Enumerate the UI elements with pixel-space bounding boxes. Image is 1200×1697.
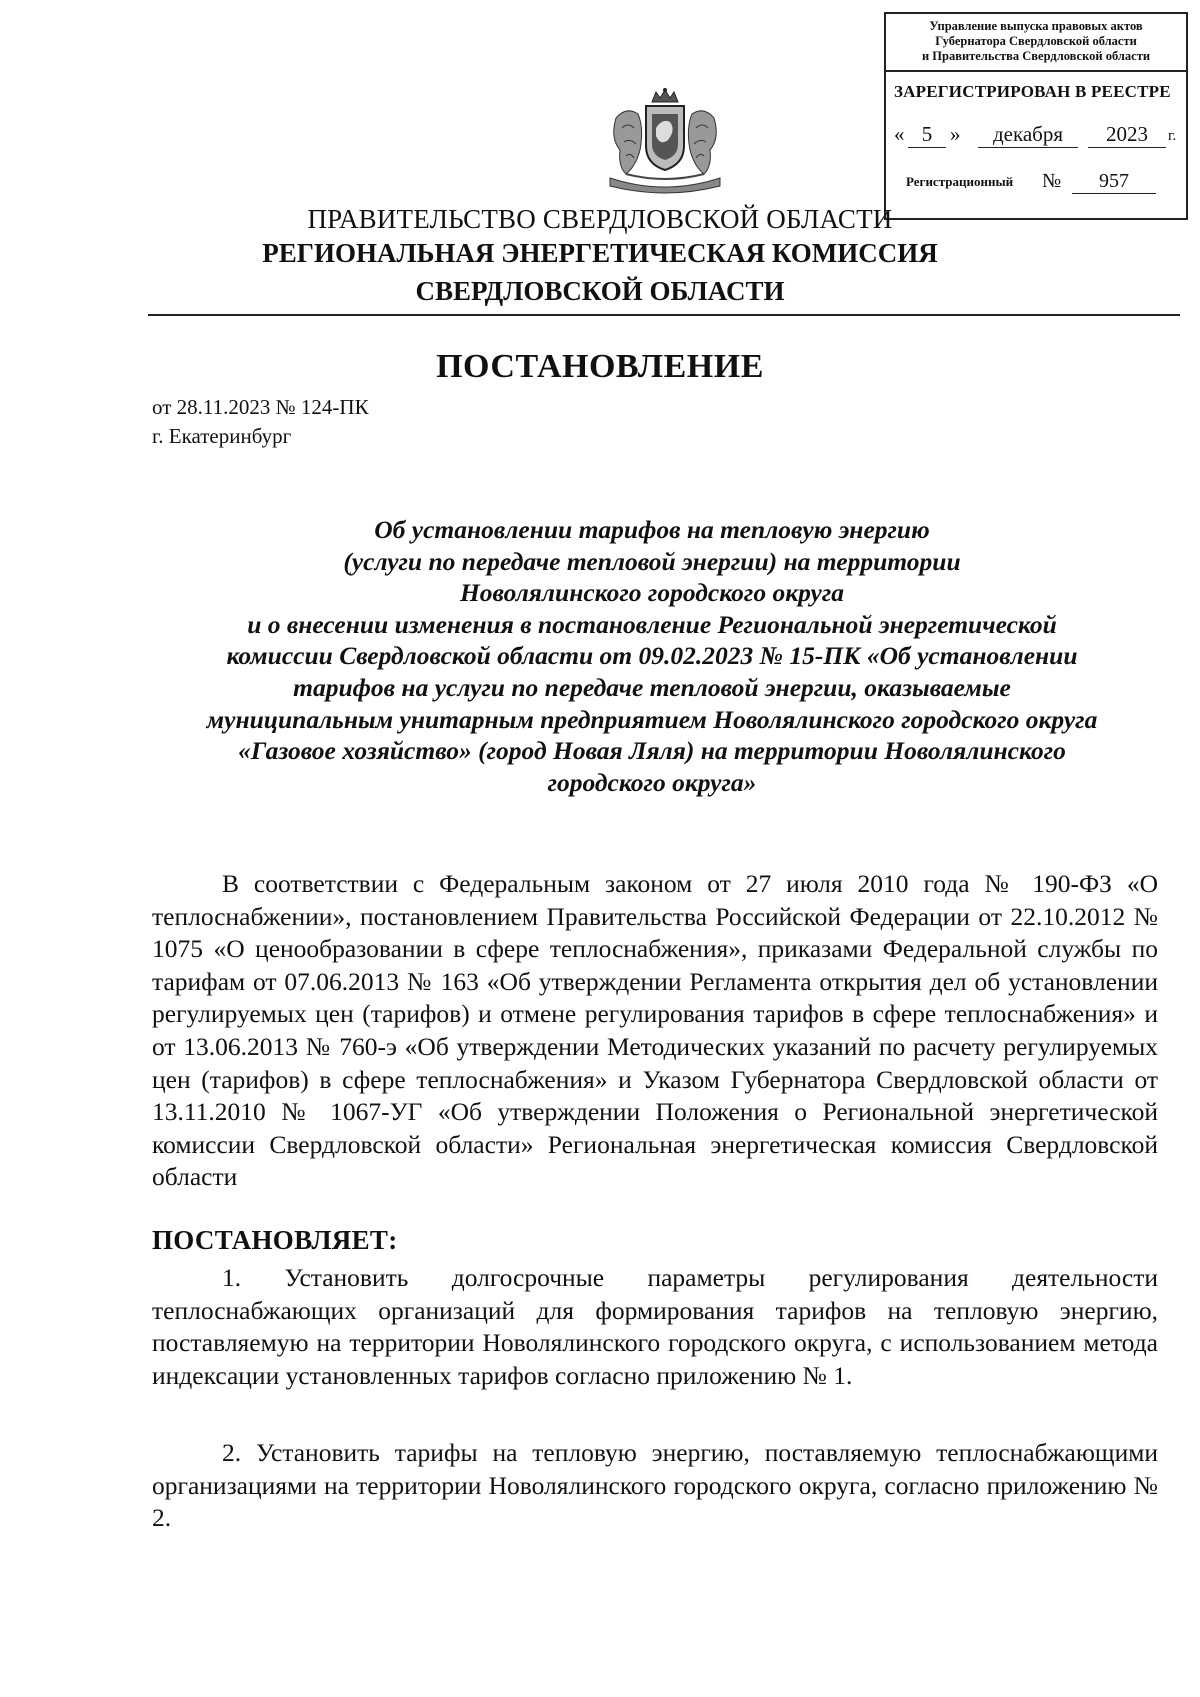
decree-word: ПОСТАНОВЛЯЕТ:: [152, 1225, 398, 1255]
header-divider: [148, 314, 1180, 316]
org-region: СВЕРДЛОВСКОЙ ОБЛАСТИ: [415, 276, 785, 306]
registry-stamp: [884, 12, 1188, 220]
subject-line: комиссии Свердловской области от 09.02.2023 № 15-ПК «Об установлении: [226, 641, 1078, 671]
subject-line: городского округа»: [547, 767, 757, 797]
stamp-quote-close: »: [950, 122, 961, 146]
stamp-quote-open: «: [894, 122, 905, 146]
preamble-paragraph: В соответствии с Федеральным законом от 27 июля 2010 года № 190-ФЗ «О теплоснабжении», постановлением Правительства Российской Федерации от 22.10.2012 № 1075 «О ценообразовании в сфере теплоснабжения», приказами Федеральной службы по тарифам от 07.06.2013 № 163 «Об утверждении Регламента открытия дел об установлении регулируемых цен (тарифов) и отмене регулирования тарифов в сфере теплоснабжения» и от 13.06.2013 № 760-э «Об утверждении Методических указаний по расчету регулируемых цен (тарифов) в сфере теплоснабжения» и Указом Губернатора Свердловской области от 13.11.2010 № 1067-УГ «Об утверждении Положения о Региональной энергетической комиссии Свердловской области» Региональная энергетическая комиссия Свердловской области: [152, 869, 1158, 1192]
subject-line: тарифов на услуги по передаче тепловой энергии, оказываемые: [293, 672, 1011, 702]
decree-item-2: 2. Установить тарифы на тепловую энергию, поставляемую теплоснабжающими организациями на территории Новолялинского городского округа, согласно приложению № 2.: [152, 1438, 1158, 1533]
stamp-registered-label: ЗАРЕГИСТРИРОВАН В РЕЕСТРЕ: [894, 82, 1171, 101]
subject-line: «Газовое хозяйство» (город Новая Ляля) на территории Новолялинского: [238, 736, 1066, 766]
document-city: г. Екатеринбург: [152, 424, 292, 448]
coat-of-arms-icon: [596, 88, 734, 196]
subject-line: Новолялинского городского округа: [459, 578, 845, 608]
stamp-reg-label: Регистрационный: [906, 174, 1014, 189]
stamp-header-line: Управление выпуска правовых актов: [929, 19, 1143, 33]
org-commission: РЕГИОНАЛЬНАЯ ЭНЕРГЕТИЧЕСКАЯ КОМИССИЯ: [262, 238, 938, 268]
stamp-year-suffix: г.: [1168, 128, 1177, 144]
stamp-reg-number: 957: [1072, 170, 1156, 194]
stamp-month: декабря: [978, 122, 1078, 148]
stamp-day: 5: [908, 122, 946, 148]
stamp-header-line: и Правительства Свердловской области: [921, 49, 1151, 63]
document-subject: [148, 514, 1156, 798]
stamp-header: [886, 14, 1186, 72]
subject-line: Об установлении тарифов на тепловую энергию: [374, 515, 930, 544]
stamp-number-sign: №: [1042, 170, 1062, 192]
document-date-number: от 28.11.2023 № 124-ПК: [152, 395, 369, 419]
document-type-title: ПОСТАНОВЛЕНИЕ: [436, 348, 764, 385]
subject-line: муниципальным унитарным предприятием Новолялинского городского округа: [206, 704, 1098, 734]
stamp-year: 2023: [1088, 122, 1166, 148]
org-government: ПРАВИТЕЛЬСТВО СВЕРДЛОВСКОЙ ОБЛАСТИ: [307, 204, 893, 234]
decree-item-1: 1. Установить долгосрочные параметры регулирования деятельности теплоснабжающих организаций для формирования тарифов на тепловую энергию, поставляемую на территории Новолялинского городского округа, с использованием метода индексации установленных тарифов согласно приложению № 1.: [152, 1263, 1158, 1390]
stamp-header-line: Губернатора Свердловской области: [935, 34, 1137, 48]
subject-line: (услуги по передаче тепловой энергии) на территории: [343, 546, 961, 576]
subject-line: и о внесении изменения в постановление Региональной энергетической: [247, 609, 1057, 639]
